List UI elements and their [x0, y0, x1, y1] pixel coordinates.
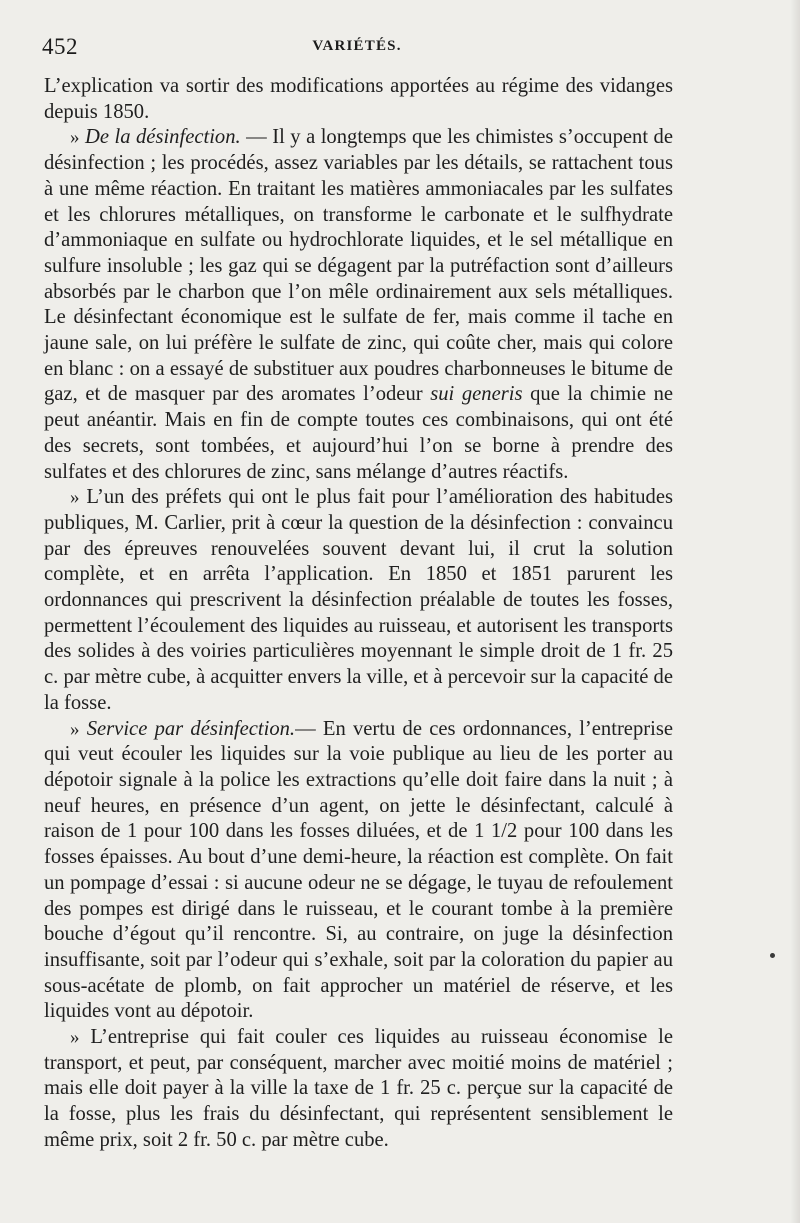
section-title: Service par désinfection.	[86, 717, 296, 740]
paragraph-text: — Il y a longtemps que les chimistes s’occupent de désinfection ; les procédés, assez variables par les détails, se rattachent tous à une même réaction. En traitant les matières ammoniacales par les sulfates et les chlorures métalliques, on transforme le carbonate et le sulfhydrate d’ammoniaque en sulfate ou hydrochlorate liquides, et le sel métallique en sulfure insoluble ; les gaz qui se dégagent par la putréfaction sont d’ailleurs absorbés par le charbon que l’on mêle ordinairement aux sels métalliques. Le désinfectant économique est le sulfate de fer, mais comme il tache en jaune sale, on lui préfère le sulfate de zinc, qui coûte cher, mais qui colore en blanc : on a essayé de substituer aux poudres charbonneuses le bitume de gaz, et de masquer par des aromates l’odeur	[44, 126, 673, 406]
guillemet: »	[70, 1027, 80, 1049]
paragraph-text: L’un des préfets qui ont le plus fait pour l’amélioration des habitudes publiques, M. Carlier, prit à cœur la question de la désinfection : convaincu par des épreuves renouvelées souvent devant lui, il crut la solution complète, et en arrêta l’application. En 1850 et 1851 parurent les ordonnances qui prescrivent la désinfection préalable de toutes les fosses, permettent l’écoulement des liquides au ruisseau, et autorisent les transports des solides à des voiries particulières moyennant le simple droit de 1 fr. 25 c. par mètre cube, à acquitter envers la ville, et à percevoir sur la capacité de la fosse.	[44, 486, 673, 714]
ink-speck	[770, 953, 775, 958]
paragraph-desinfection	[44, 125, 673, 485]
guillemet: »	[70, 127, 80, 149]
latin-phrase: sui generis	[430, 383, 523, 406]
paragraph-text: L’explication va sortir des modifications apportées au régime des vidanges depuis 1850.	[44, 75, 673, 123]
paragraph-intro	[44, 74, 673, 125]
page-header	[42, 34, 672, 64]
paragraph-text: L’entreprise qui fait couler ces liquides au ruisseau économise le transport, et peut, par conséquent, marcher avec moitié moins de matériel ; mais elle doit payer à la ville la taxe de 1 fr. 25 c. perçue sur la capacité de la fosse, plus les frais du désinfectant, qui représentent sensiblement le même prix, soit 2 fr. 50 c. par mètre cube.	[44, 1026, 673, 1151]
guillemet: »	[70, 487, 80, 509]
paragraph-text: — En vertu de ces ordonnances, l’entreprise qui veut écouler les liquides sur la voie publique au lieu de les porter au dépotoir signale à la police les extractions qu’elle doit faire dans la nuit ; à neuf heures, en présence d’un agent, on jette le désinfectant, calculé à raison de 1 pour 100 dans les fosses diluées, et de 1 1/2 pour 100 dans les fosses épaisses. Au bout d’une demi-heure, la réaction est complète. On fait un pompage d’essai : si aucune odeur ne se dégage, le tuyau de refoulement des pompes est dirigé dans le ruisseau, et le courant tombe à la première bouche d’égout qu’il rencontre. Si, au contraire, on juge la désinfection insuffisante, soit par l’odeur qui s’exhale, soit par la coloration du papier au sous-acétate de plomb, on fait approcher un matériel de réserve, et les liquides vont au dépotoir.	[44, 717, 673, 1023]
running-head: VARIÉTÉS.	[312, 38, 402, 54]
guillemet: »	[70, 718, 80, 740]
paragraph-text: que la chimie ne peut anéantir. Mais en fin de compte toutes ces combinaisons, qui ont été des secrets, sont tombées, et aujourd’hui l’on se borne à prendre des sulfates et des chlorures de zinc, sans mélange d’autres réactifs.	[44, 383, 674, 483]
section-title: De la désinfection.	[85, 126, 241, 149]
paragraph-entreprise	[44, 1025, 673, 1154]
binding-shadow	[790, 0, 800, 1223]
page-number: 452	[42, 34, 78, 59]
paragraph-service	[44, 717, 673, 1025]
paragraph-carlier	[44, 485, 673, 716]
body-text	[44, 74, 673, 1154]
